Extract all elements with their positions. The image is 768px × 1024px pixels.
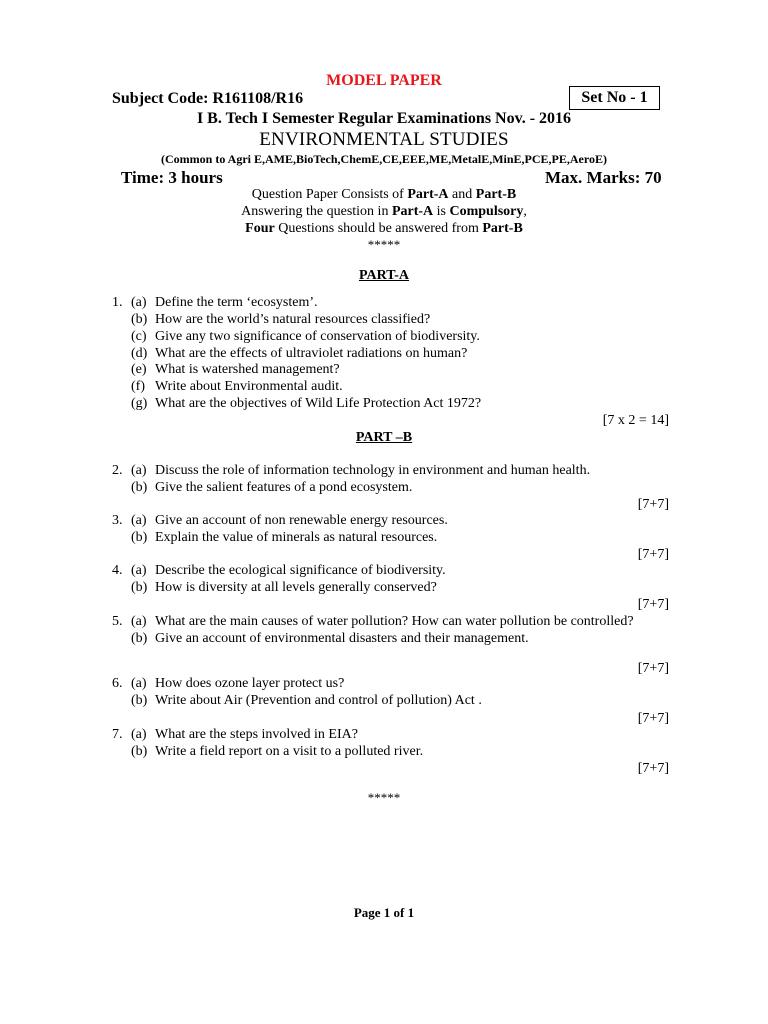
- question-number: 5.: [112, 614, 123, 629]
- page-number: Page 1 of 1: [353, 905, 415, 920]
- question-item: [0, 329, 768, 347]
- exam-line: I B. Tech I Semester Regular Examinations Nov. - 2016: [196, 110, 572, 127]
- part-a-title: PART-A: [358, 268, 410, 283]
- subquestion-label: (a): [131, 614, 147, 629]
- question-number: 3.: [112, 513, 123, 528]
- subquestion-label: (b): [131, 693, 148, 708]
- instruction-bold: Part-B: [482, 221, 523, 236]
- question-item: [0, 396, 768, 414]
- subquestion-label: (b): [131, 631, 148, 646]
- subquestion-text: Give an account of non renewable energy resources.: [155, 513, 448, 528]
- subquestion-text: What is watershed management?: [155, 362, 340, 377]
- max-marks: Max. Marks: 70: [545, 168, 662, 187]
- instruction-text: is: [433, 204, 450, 219]
- time-allowed: Time: 3 hours: [121, 168, 223, 187]
- subquestion-label: (g): [131, 396, 148, 411]
- subquestion-label: (a): [131, 513, 147, 528]
- instruction-text: and: [448, 187, 476, 202]
- question-item: [0, 362, 768, 380]
- subquestion-label: (b): [131, 312, 148, 327]
- instruction-line-2: [0, 204, 768, 220]
- subquestion-text: Define the term ‘ecosystem’.: [155, 295, 318, 310]
- subquestion-text: Explain the value of minerals as natural resources.: [155, 530, 438, 545]
- question-item: [0, 563, 768, 581]
- instruction-bold: Four: [245, 221, 275, 236]
- question-number: 7.: [112, 727, 123, 742]
- instruction-bold: Part-B: [475, 187, 517, 202]
- question-item: [0, 379, 768, 397]
- set-number-box: Set No - 1: [569, 86, 660, 110]
- question-item: [0, 676, 768, 694]
- subquestion-label: (c): [131, 329, 147, 344]
- instruction-text: Question Paper Consists of: [251, 187, 408, 202]
- question-marks: [7+7]: [637, 547, 669, 562]
- question-item: [0, 631, 768, 649]
- subquestion-label: (d): [131, 346, 148, 361]
- instruction-line-3: [0, 221, 768, 237]
- subquestion-text: What are the effects of ultraviolet radiations on human?: [155, 346, 468, 361]
- question-item: [0, 530, 768, 548]
- separator-stars: *****: [367, 237, 401, 252]
- question-number: 4.: [112, 563, 123, 578]
- part-b-title: PART –B: [355, 430, 413, 445]
- question-item: [0, 744, 768, 762]
- subquestion-label: (a): [131, 463, 147, 478]
- subquestion-text: How are the world’s natural resources classified?: [155, 312, 431, 327]
- question-item: [0, 614, 768, 632]
- question-item: [0, 693, 768, 711]
- question-marks: [7+7]: [637, 661, 669, 676]
- subquestion-text: Write about Environmental audit.: [155, 379, 343, 394]
- question-item: [0, 513, 768, 531]
- subquestion-text: How does ozone layer protect us?: [155, 676, 345, 691]
- subject-title: ENVIRONMENTAL STUDIES: [259, 129, 509, 150]
- subquestion-text: Discuss the role of information technology in environment and human health.: [155, 463, 591, 478]
- subquestion-label: (a): [131, 295, 147, 310]
- question-item: [0, 295, 768, 313]
- model-paper-heading: MODEL PAPER: [326, 72, 442, 89]
- question-marks: [7+7]: [637, 497, 669, 512]
- subquestion-text: What are the steps involved in EIA?: [155, 727, 358, 742]
- subquestion-text: What are the objectives of Wild Life Protection Act 1972?: [155, 396, 482, 411]
- instruction-text: Answering the question in: [241, 204, 392, 219]
- question-marks: [7+7]: [637, 711, 669, 726]
- question-marks: [7+7]: [637, 761, 669, 776]
- subquestion-text: Describe the ecological significance of biodiversity.: [155, 563, 446, 578]
- subquestion-text: Give an account of environmental disasters and their management.: [155, 631, 529, 646]
- subquestion-label: (b): [131, 744, 148, 759]
- common-branches-line: (Common to Agri E,AME,BioTech,ChemE,CE,EEE,ME,MetalE,MinE,PCE,PE,AeroE): [161, 152, 607, 166]
- question-marks: [7+7]: [637, 597, 669, 612]
- subquestion-text: Give any two significance of conservation of biodiversity.: [155, 329, 480, 344]
- subquestion-label: (b): [131, 580, 148, 595]
- question-number: 2.: [112, 463, 123, 478]
- part-a-marks: [7 x 2 = 14]: [602, 413, 669, 428]
- question-number: 6.: [112, 676, 123, 691]
- question-item: [0, 463, 768, 481]
- question-item: [0, 580, 768, 598]
- subquestion-text: Write a field report on a visit to a polluted river.: [155, 744, 424, 759]
- subquestion-label: (a): [131, 727, 147, 742]
- subquestion-label: (a): [131, 676, 147, 691]
- subquestion-label: (f): [131, 379, 145, 394]
- subquestion-text: How is diversity at all levels generally conserved?: [155, 580, 437, 595]
- subquestion-label: (b): [131, 480, 148, 495]
- separator-stars-end: *****: [367, 790, 401, 805]
- subquestion-text: Write about Air (Prevention and control of pollution) Act .: [155, 693, 482, 708]
- subquestion-text: Give the salient features of a pond ecosystem.: [155, 480, 413, 495]
- instruction-bold: Part-A: [407, 187, 449, 202]
- subquestion-text: What are the main causes of water pollution? How can water pollution be controlled?: [155, 614, 634, 629]
- instruction-text: ,: [523, 204, 527, 219]
- subquestion-label: (b): [131, 530, 148, 545]
- question-item: [0, 727, 768, 745]
- subquestion-label: (e): [131, 362, 147, 377]
- subject-code: Subject Code: R161108/R16: [112, 90, 304, 107]
- instruction-bold: Part-A: [391, 204, 434, 219]
- question-number: 1.: [112, 295, 123, 310]
- question-item: [0, 480, 768, 498]
- question-item: [0, 312, 768, 330]
- subquestion-label: (a): [131, 563, 147, 578]
- instruction-bold: Compulsory: [449, 204, 524, 219]
- instruction-text: Questions should be answered from: [274, 221, 483, 236]
- instruction-line-1: [0, 187, 768, 203]
